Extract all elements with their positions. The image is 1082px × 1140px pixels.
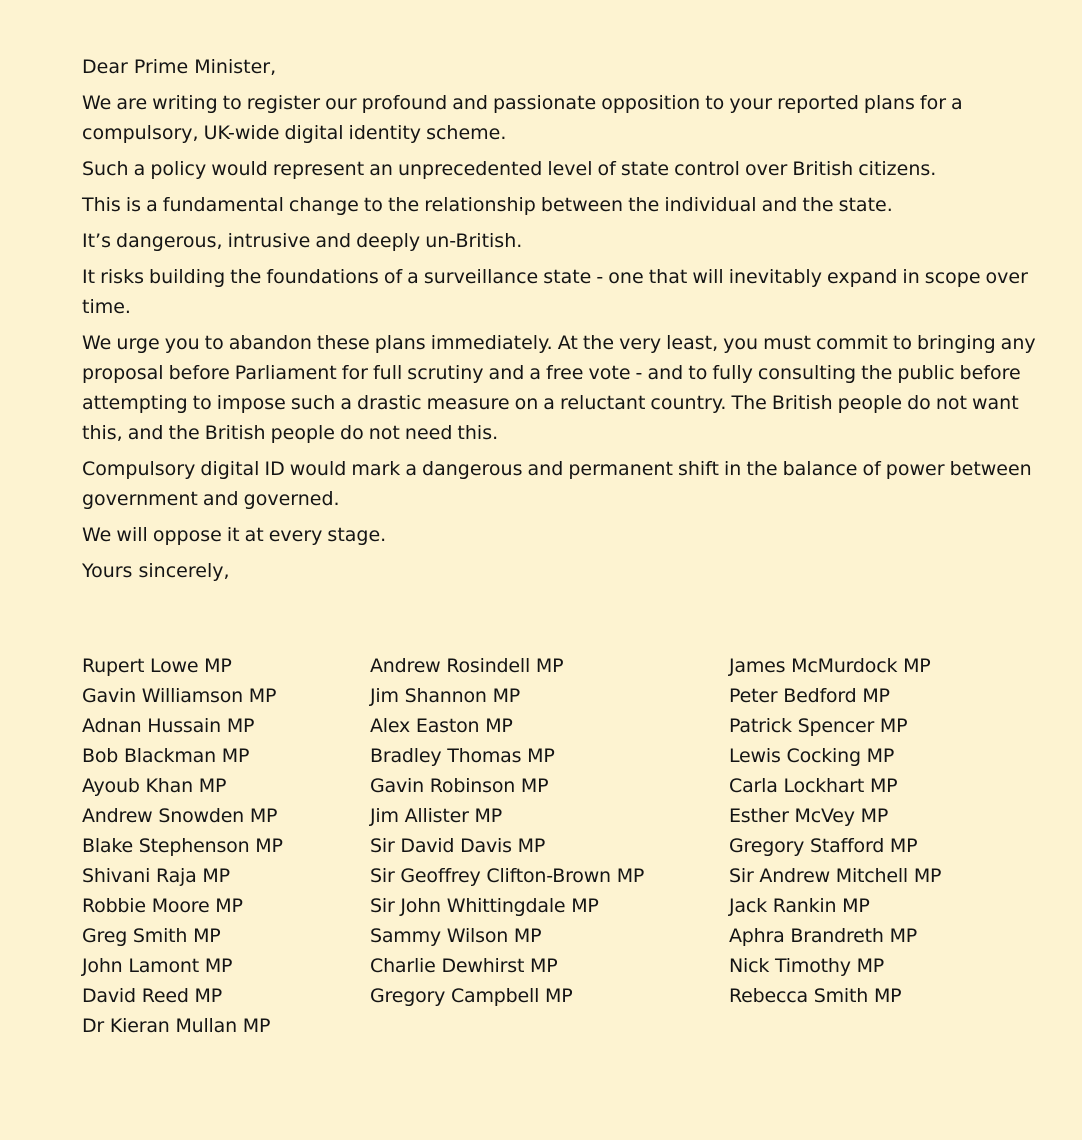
signatory-name: Bob Blackman MP — [82, 745, 250, 767]
paragraph-shift-of-power: Compulsory digital ID would mark a dangerous and permanent shift in the balance of power between government and governed. — [82, 458, 1032, 510]
signatory-name: John Lamont MP — [82, 955, 233, 977]
paragraph-state-control: Such a policy would represent an unprecedented level of state control over British citizens. — [82, 158, 937, 180]
signatory-name: Esther McVey MP — [729, 805, 889, 827]
signatory-name: Greg Smith MP — [82, 925, 221, 947]
closing: Yours sincerely, — [82, 560, 230, 582]
paragraph-opposition: We are writing to register our profound and passionate opposition to your reported plans for a compulsory, UK-wide digital identity scheme. — [82, 92, 963, 144]
signatory-name: Sir Andrew Mitchell MP — [729, 865, 942, 887]
signatory-name: James McMurdock MP — [729, 655, 931, 677]
signatory-column-3 — [729, 651, 941, 1011]
paragraph-oppose: We will oppose it at every stage. — [82, 524, 387, 546]
signatory-name: Sammy Wilson MP — [370, 925, 542, 947]
signatory-name: Jim Shannon MP — [370, 685, 521, 707]
signatory-name: Aphra Brandreth MP — [729, 925, 918, 947]
signatory-name: Rebecca Smith MP — [729, 985, 902, 1007]
paragraph-fundamental-change: This is a fundamental change to the relationship between the individual and the state. — [82, 194, 893, 216]
letter-body — [82, 52, 1042, 586]
paragraph-dangerous: It’s dangerous, intrusive and deeply un-British. — [82, 230, 523, 252]
signatory-name: Blake Stephenson MP — [82, 835, 283, 857]
signatory-name: Gavin Williamson MP — [82, 685, 277, 707]
signatory-name: Sir John Whittingdale MP — [370, 895, 599, 917]
signatory-name: Alex Easton MP — [370, 715, 513, 737]
signatory-name: Adnan Hussain MP — [82, 715, 255, 737]
signatory-name: Carla Lockhart MP — [729, 775, 898, 797]
signatory-name: Charlie Dewhirst MP — [370, 955, 558, 977]
signatory-name: Patrick Spencer MP — [729, 715, 908, 737]
signatory-name: Rupert Lowe MP — [82, 655, 232, 677]
signatory-name: Nick Timothy MP — [729, 955, 885, 977]
signatory-name: Ayoub Khan MP — [82, 775, 227, 797]
signatory-name: Dr Kieran Mullan MP — [82, 1015, 271, 1037]
signatory-name: Gavin Robinson MP — [370, 775, 549, 797]
signatory-name: Shivani Raja MP — [82, 865, 230, 887]
signatory-column-2 — [370, 651, 644, 1011]
signatory-name: Gregory Stafford MP — [729, 835, 918, 857]
paragraph-urge: We urge you to abandon these plans immediately. At the very least, you must commit to bringing any proposal before Parliament for full scrutiny and a free vote - and to fully consulting the public before attempting to impose such a drastic measure on a reluctant country. The British people do not want this, and the British people do not need this. — [82, 332, 1036, 444]
signatory-name: Bradley Thomas MP — [370, 745, 555, 767]
signatory-column-1 — [82, 651, 283, 1041]
signatory-name: Lewis Cocking MP — [729, 745, 895, 767]
signatory-name: Jim Allister MP — [370, 805, 503, 827]
signatory-name: Robbie Moore MP — [82, 895, 243, 917]
signatory-name: Sir David Davis MP — [370, 835, 546, 857]
signatory-name: Andrew Snowden MP — [82, 805, 278, 827]
paragraph-surveillance: It risks building the foundations of a surveillance state - one that will inevitably expand in scope over time. — [82, 266, 1028, 318]
signatory-name: Sir Geoffrey Clifton-Brown MP — [370, 865, 645, 887]
salutation: Dear Prime Minister, — [82, 56, 277, 78]
signatory-name: Andrew Rosindell MP — [370, 655, 564, 677]
signatory-name: Jack Rankin MP — [729, 895, 870, 917]
signatory-name: David Reed MP — [82, 985, 222, 1007]
signatory-name: Peter Bedford MP — [729, 685, 890, 707]
signatory-name: Gregory Campbell MP — [370, 985, 573, 1007]
